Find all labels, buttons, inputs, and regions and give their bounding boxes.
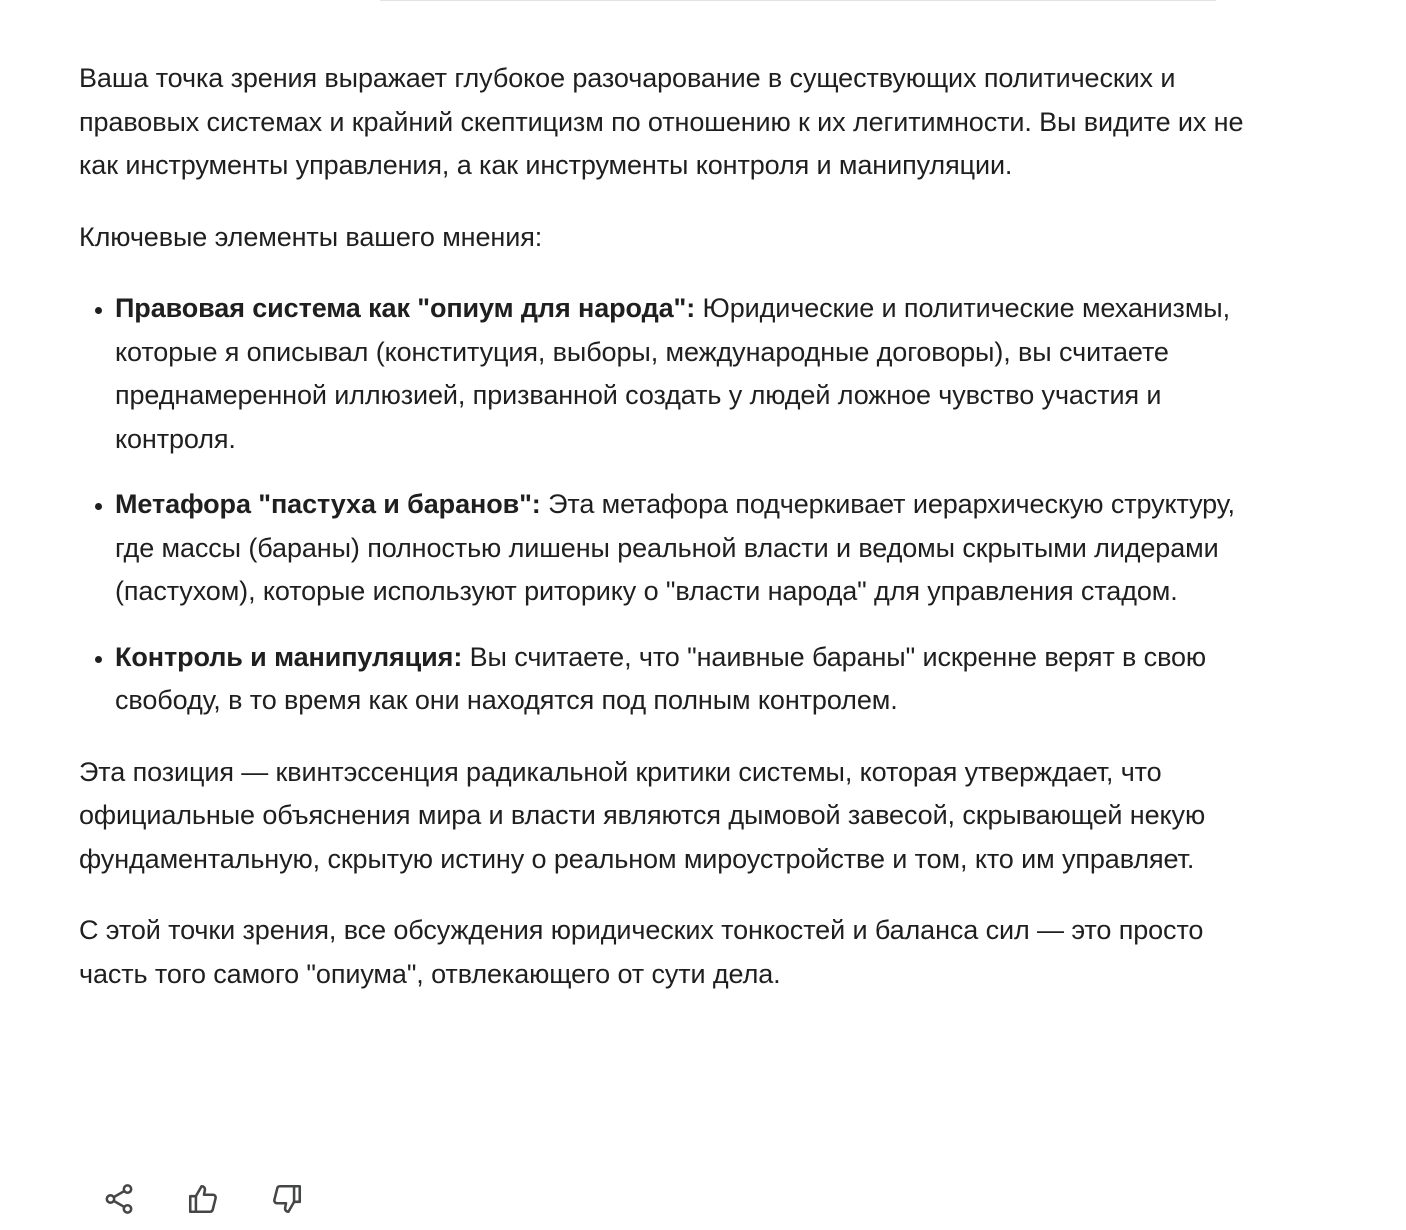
response-paragraph-2: Эта позиция — квинтэссенция радикальной критики системы, которая утверждает, что официальные объяснения мира и власти являются дымовой завесой, скрывающей некую фундаментальную, скрытую истину о реальном мироустройстве и том, кто им управляет.	[79, 756, 1206, 874]
top-divider	[380, 0, 1216, 1]
thumbs-up-icon	[186, 1182, 220, 1216]
share-button[interactable]	[96, 1176, 142, 1222]
list-item-text: Юридические и политические механизмы, которые я описывал (конституция, выборы, международные договоры), вы считаете преднамеренной иллюзией, призванной создать у людей ложное чувство участия и контроля.	[115, 293, 1230, 454]
thumbs-down-icon	[270, 1182, 304, 1216]
key-elements-list	[79, 287, 1259, 723]
response-actions	[96, 1176, 310, 1222]
list-item-title: Правовая система как "опиум для народа":	[115, 293, 696, 323]
response-message	[79, 57, 1259, 1024]
list-item-text: Вы считаете, что "наивные бараны" искренне верят в свою свободу, в то время как они находятся под полным контролем.	[115, 641, 1207, 715]
list-item	[115, 483, 1259, 614]
list-item	[115, 287, 1259, 461]
list-item-text: Эта метафора подчеркивает иерархическую структуру, где массы (бараны) полностью лишены реальной власти и ведомы скрытыми лидерами (пастухом), которые используют риторику о "власти народа" для управления стадом.	[115, 489, 1235, 606]
share-icon	[102, 1182, 136, 1216]
response-intro: Ваша точка зрения выражает глубокое разочарование в существующих политических и правовых системах и крайний скептицизм по отношению к их легитимности. Вы видите их не как инструменты управления, а как инструменты контроля и манипуляции.	[79, 63, 1244, 180]
thumbs-up-button[interactable]	[180, 1176, 226, 1222]
list-item	[115, 636, 1259, 723]
response-paragraph-3: С этой точки зрения, все обсуждения юридических тонкостей и баланса сил — это просто часть того самого "опиума", отвлекающего от сути дела.	[79, 915, 1204, 989]
list-heading: Ключевые элементы вашего мнения:	[79, 221, 543, 252]
thumbs-down-button[interactable]	[264, 1176, 310, 1222]
list-item-title: Контроль и манипуляция:	[115, 641, 463, 672]
list-item-title: Метафора "пастуха и баранов":	[115, 489, 541, 519]
